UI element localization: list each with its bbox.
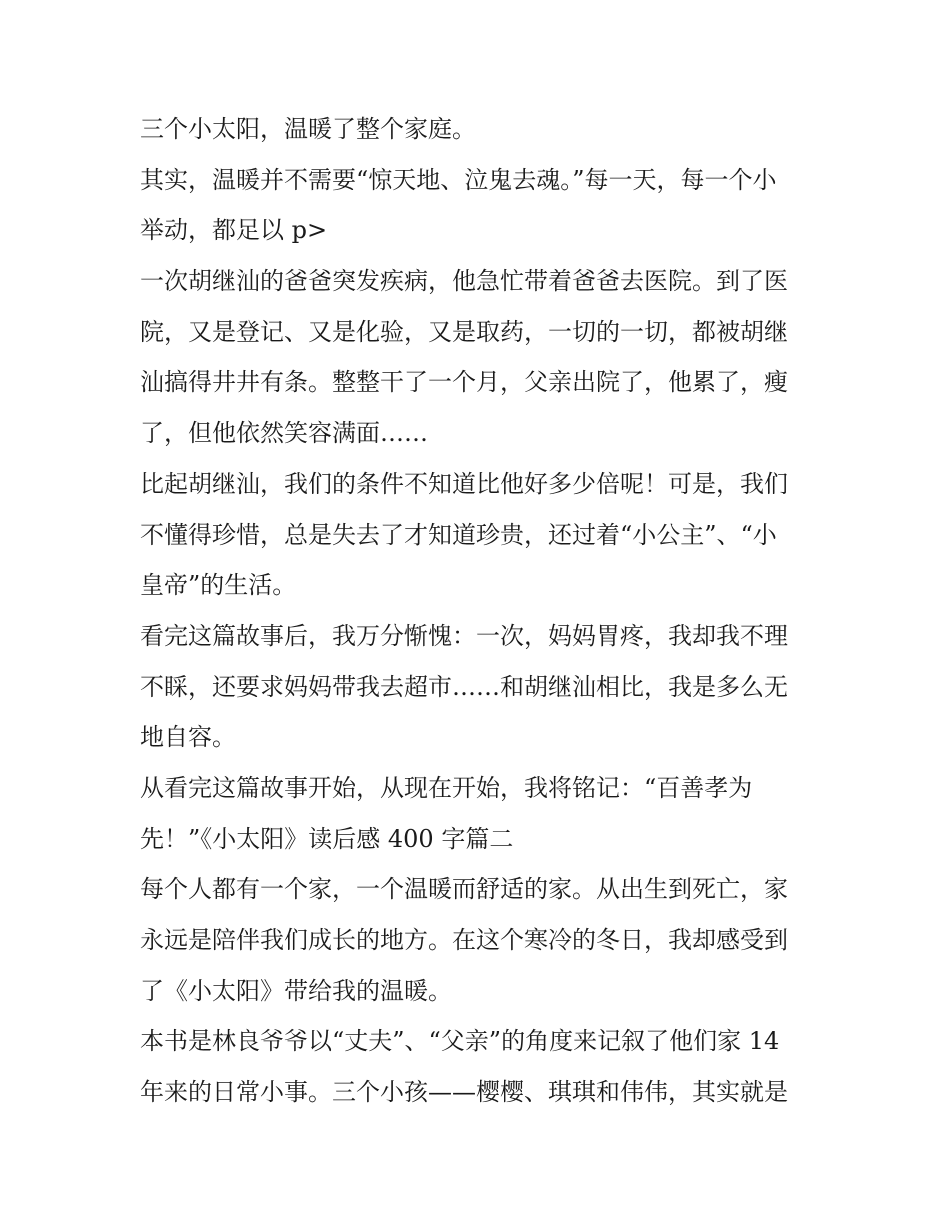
text-line: 比起胡继汕，我们的条件不知道比他好多少倍呢！可是，我们 [140,469,788,498]
text-line: 看完这篇故事后，我万分惭愧：一次，妈妈胃疼，我却我不理 [140,621,788,650]
text-line: 三个小太阳，温暖了整个家庭。 [140,115,476,143]
text-line: 先！”《小太阳》读后感 400 字篇二 [140,824,514,853]
text-line: 地自容。 [140,723,236,752]
body-text [140,104,820,1118]
text-line: 每个人都有一个家，一个温暖而舒适的家。从出生到死亡，家 [140,875,788,904]
text-line: 一次胡继汕的爸爸突发疾病，他急忙带着爸爸去医院。到了医 [140,267,788,296]
text-line: 汕搞得井井有条。整整干了一个月，父亲出院了，他累了，瘦 [140,368,788,397]
text-line: 不懂得珍惜，总是失去了才知道珍贵，还过着“小公主”、“小 [140,520,777,549]
text-line: 年来的日常小事。三个小孩——樱樱、琪琪和伟伟，其实就是 [140,1078,788,1107]
text-line: 本书是林良爷爷以“丈夫”、“父亲”的角度来记叙了他们家 14 [140,1027,780,1056]
text-line: 了《小太阳》带给我的温暖。 [140,976,452,1005]
text-line: 了，但他依然笑容满面…… [140,419,428,448]
text-line: 永远是陪伴我们成长的地方。在这个寒冷的冬日，我却感受到 [140,926,788,954]
text-line: 院，又是登记、又是化验，又是取药，一切的一切，都被胡继 [140,317,788,346]
text-line: 不睬，还要求妈妈带我去超市……和胡继汕相比，我是多么无 [140,672,788,701]
text-line: 举动，都足以 p> [140,216,328,245]
text-line: 皇帝”的生活。 [140,571,297,600]
text-line: 其实，温暖并不需要“惊天地、泣鬼去魂。”每一天，每一个小 [140,165,777,194]
text-line: 从看完这篇故事开始，从现在开始，我将铭记：“百善孝为 [140,773,753,802]
